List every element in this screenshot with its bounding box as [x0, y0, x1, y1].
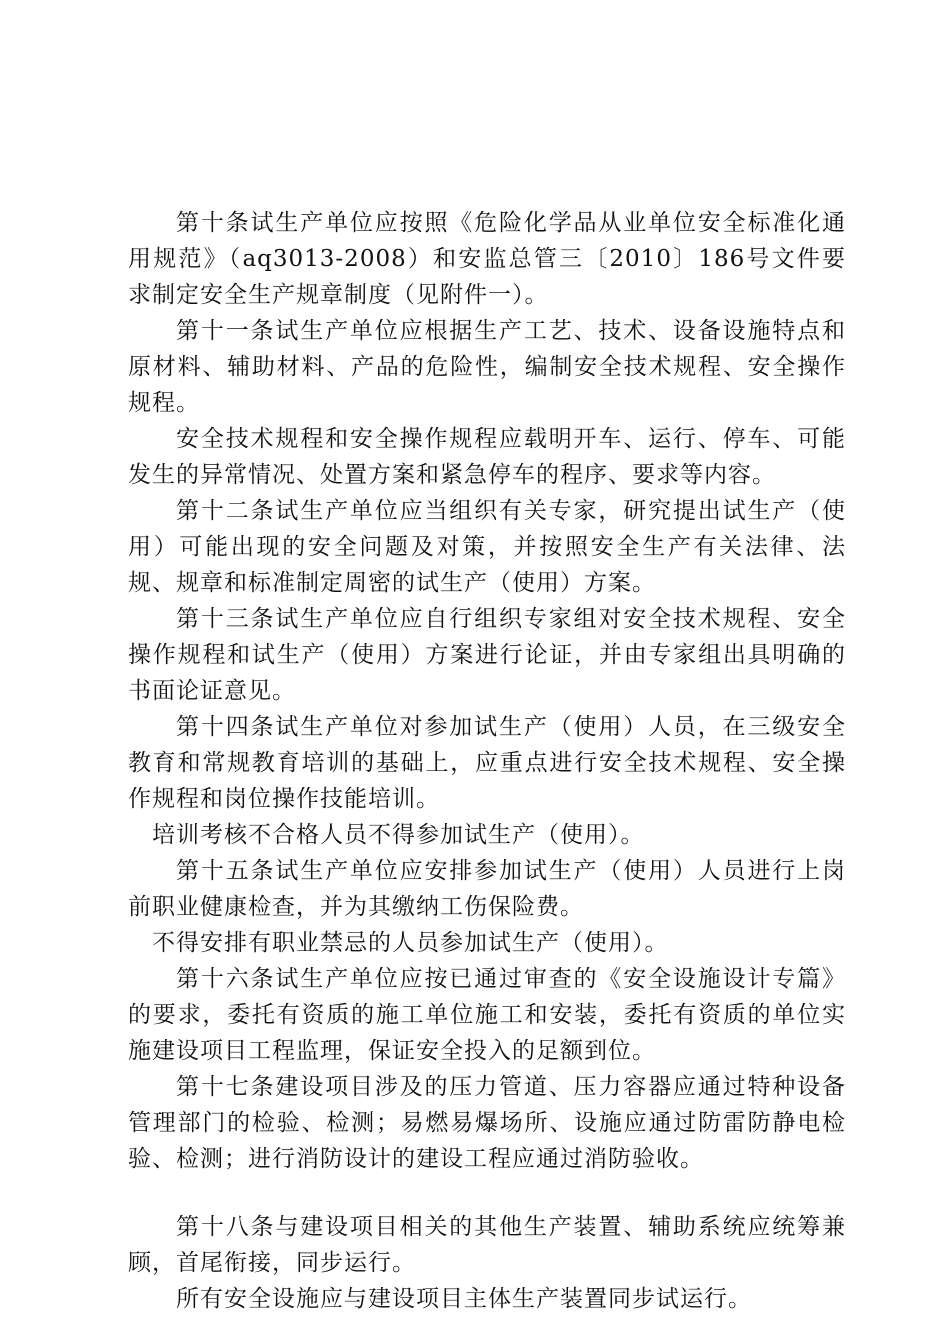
occupational-taboo-paragraph: 不得安排有职业禁忌的人员参加试生产（使用）。: [152, 930, 669, 956]
article-11-paragraph: 第十一条试生产单位应根据生产工艺、技术、设备设施特点和原材料、辅助材料、产品的危险性，编制安全技术规程、安全操作规程。: [128, 318, 846, 416]
safety-facilities-paragraph: 所有安全设施应与建设项目主体生产装置同步试运行。: [176, 1286, 752, 1312]
technical-rules-paragraph: 安全技术规程和安全操作规程应载明开车、运行、停车、可能发生的异常情况、处置方案和紧急停车的程序、要求等内容。: [128, 426, 846, 488]
article-18-paragraph: 第十八条与建设项目相关的其他生产装置、辅助系统应统筹兼顾，首尾衔接，同步运行。: [128, 1214, 846, 1276]
article-12-paragraph: 第十二条试生产单位应当组织有关专家，研究提出试生产（使用）可能出现的安全问题及对策，并按照安全生产有关法律、法规、规章和标准制定周密的试生产（使用）方案。: [128, 498, 846, 596]
training-assessment-paragraph: 培训考核不合格人员不得参加试生产（使用）。: [152, 822, 645, 848]
document-body: [128, 205, 846, 1317]
article-16-paragraph: 第十六条试生产单位应按已通过审查的《安全设施设计专篇》的要求，委托有资质的施工单位施工和安装，委托有资质的单位实施建设项目工程监理，保证安全投入的足额到位。: [128, 966, 846, 1064]
article-15-paragraph: 第十五条试生产单位应安排参加试生产（使用）人员进行上岗前职业健康检查，并为其缴纳工伤保险费。: [128, 858, 846, 920]
paragraph-spacer: [128, 1177, 846, 1209]
article-17-paragraph: 第十七条建设项目涉及的压力管道、压力容器应通过特种设备管理部门的检验、检测；易燃易爆场所、设施应通过防雷防静电检验、检测；进行消防设计的建设工程应通过消防验收。: [128, 1074, 846, 1172]
article-10-paragraph: 第十条试生产单位应按照《危险化学品从业单位安全标准化通用规范》（aq3013-2008）和安监总管三〔2010〕186号文件要求制定安全生产规章制度（见附件一）。: [128, 210, 846, 308]
article-13-paragraph: 第十三条试生产单位应自行组织专家组对安全技术规程、安全操作规程和试生产（使用）方案进行论证，并由专家组出具明确的书面论证意见。: [128, 606, 846, 704]
article-14-paragraph: 第十四条试生产单位对参加试生产（使用）人员，在三级安全教育和常规教育培训的基础上，应重点进行安全技术规程、安全操作规程和岗位操作技能培训。: [128, 714, 846, 812]
